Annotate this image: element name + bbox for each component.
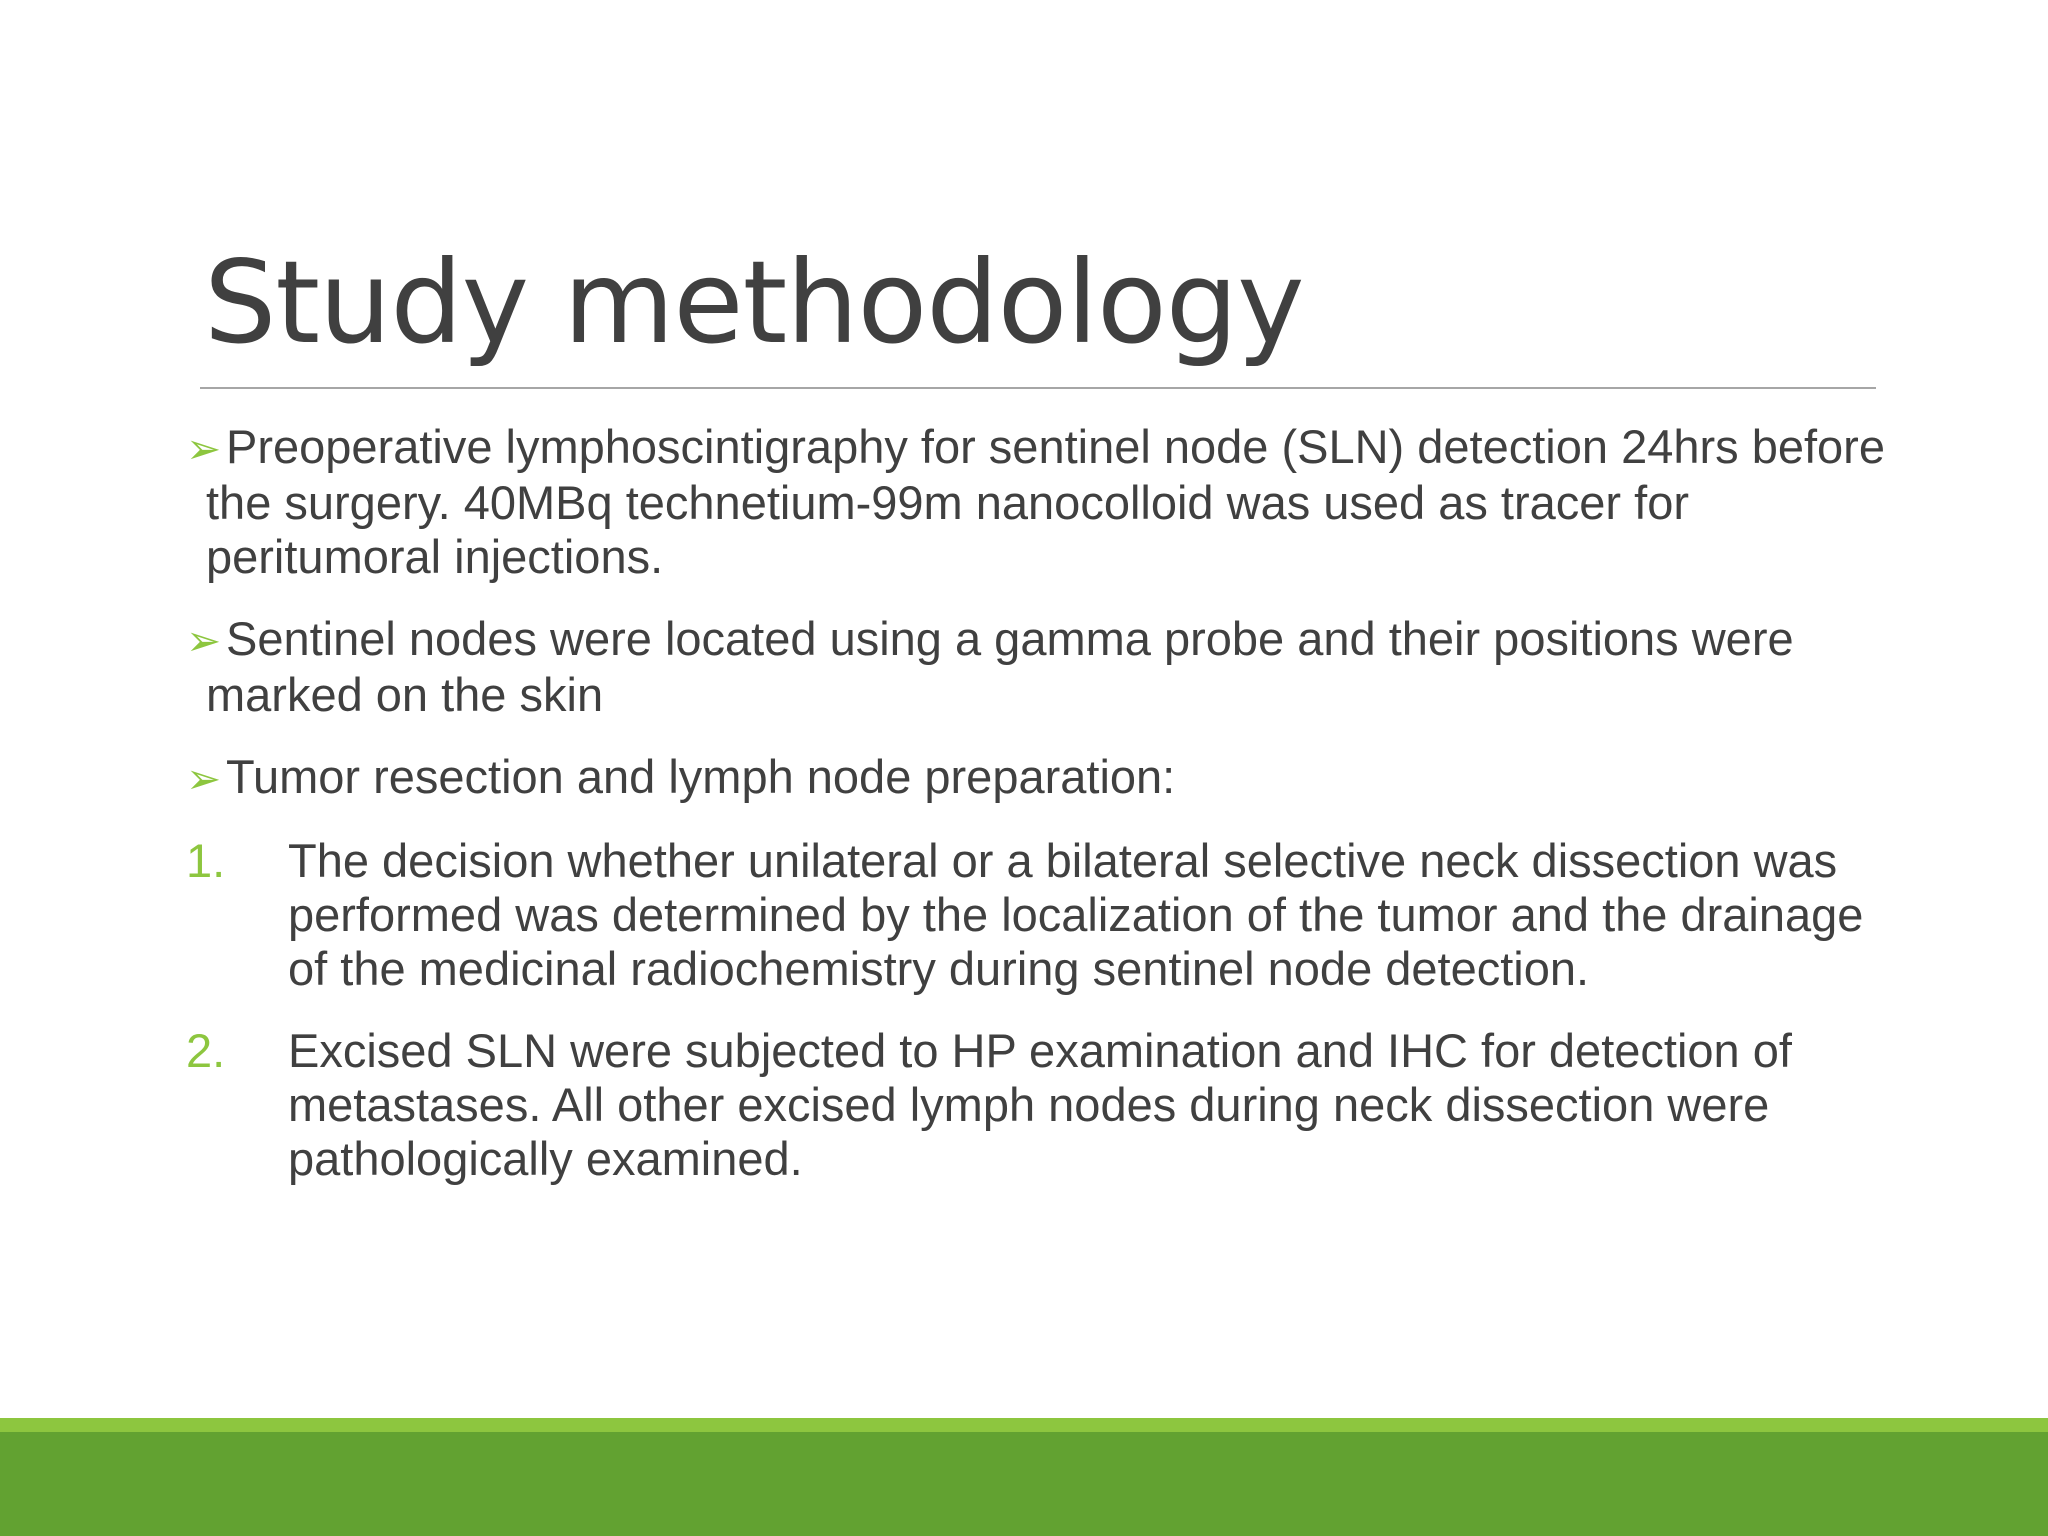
item-text: Excised SLN were subjected to HP examination and IHC for detection of metastases. All other excised lymph nodes during neck dissection were pathologically examined. — [288, 1024, 1792, 1185]
item-number: 2. — [186, 1024, 226, 1077]
bullet-item — [186, 750, 1886, 806]
slide-title: Study methodology — [204, 236, 1304, 369]
arrow-bullet-icon: ➢ — [186, 425, 222, 472]
bullet-text: Preoperative lymphoscintigraphy for sentinel node (SLN) detection 24hrs before the surgery. 40MBq technetium-99m nanocolloid was used as tracer for peritumoral injections. — [206, 420, 1885, 583]
bullet-item — [186, 612, 1886, 722]
footer-accent-band — [0, 1418, 2048, 1432]
item-number: 1. — [186, 834, 226, 887]
item-text: The decision whether unilateral or a bilateral selective neck dissection was performed was determined by the localization of the tumor and the drainage of the medicinal radiochemistry during sentinel node detection. — [288, 834, 1864, 995]
bullet-text: Sentinel nodes were located using a gamma probe and their positions were marked on the skin — [206, 612, 1794, 721]
slide-content — [186, 420, 1886, 1214]
arrow-bullet-icon: ➢ — [186, 617, 222, 664]
title-divider — [200, 387, 1876, 389]
bullet-text: Tumor resection and lymph node preparation: — [226, 750, 1176, 803]
arrow-bullet-icon: ➢ — [186, 755, 222, 802]
numbered-item — [186, 834, 1886, 996]
footer-band — [0, 1432, 2048, 1536]
bullet-item — [186, 420, 1886, 584]
numbered-item — [186, 1024, 1886, 1186]
